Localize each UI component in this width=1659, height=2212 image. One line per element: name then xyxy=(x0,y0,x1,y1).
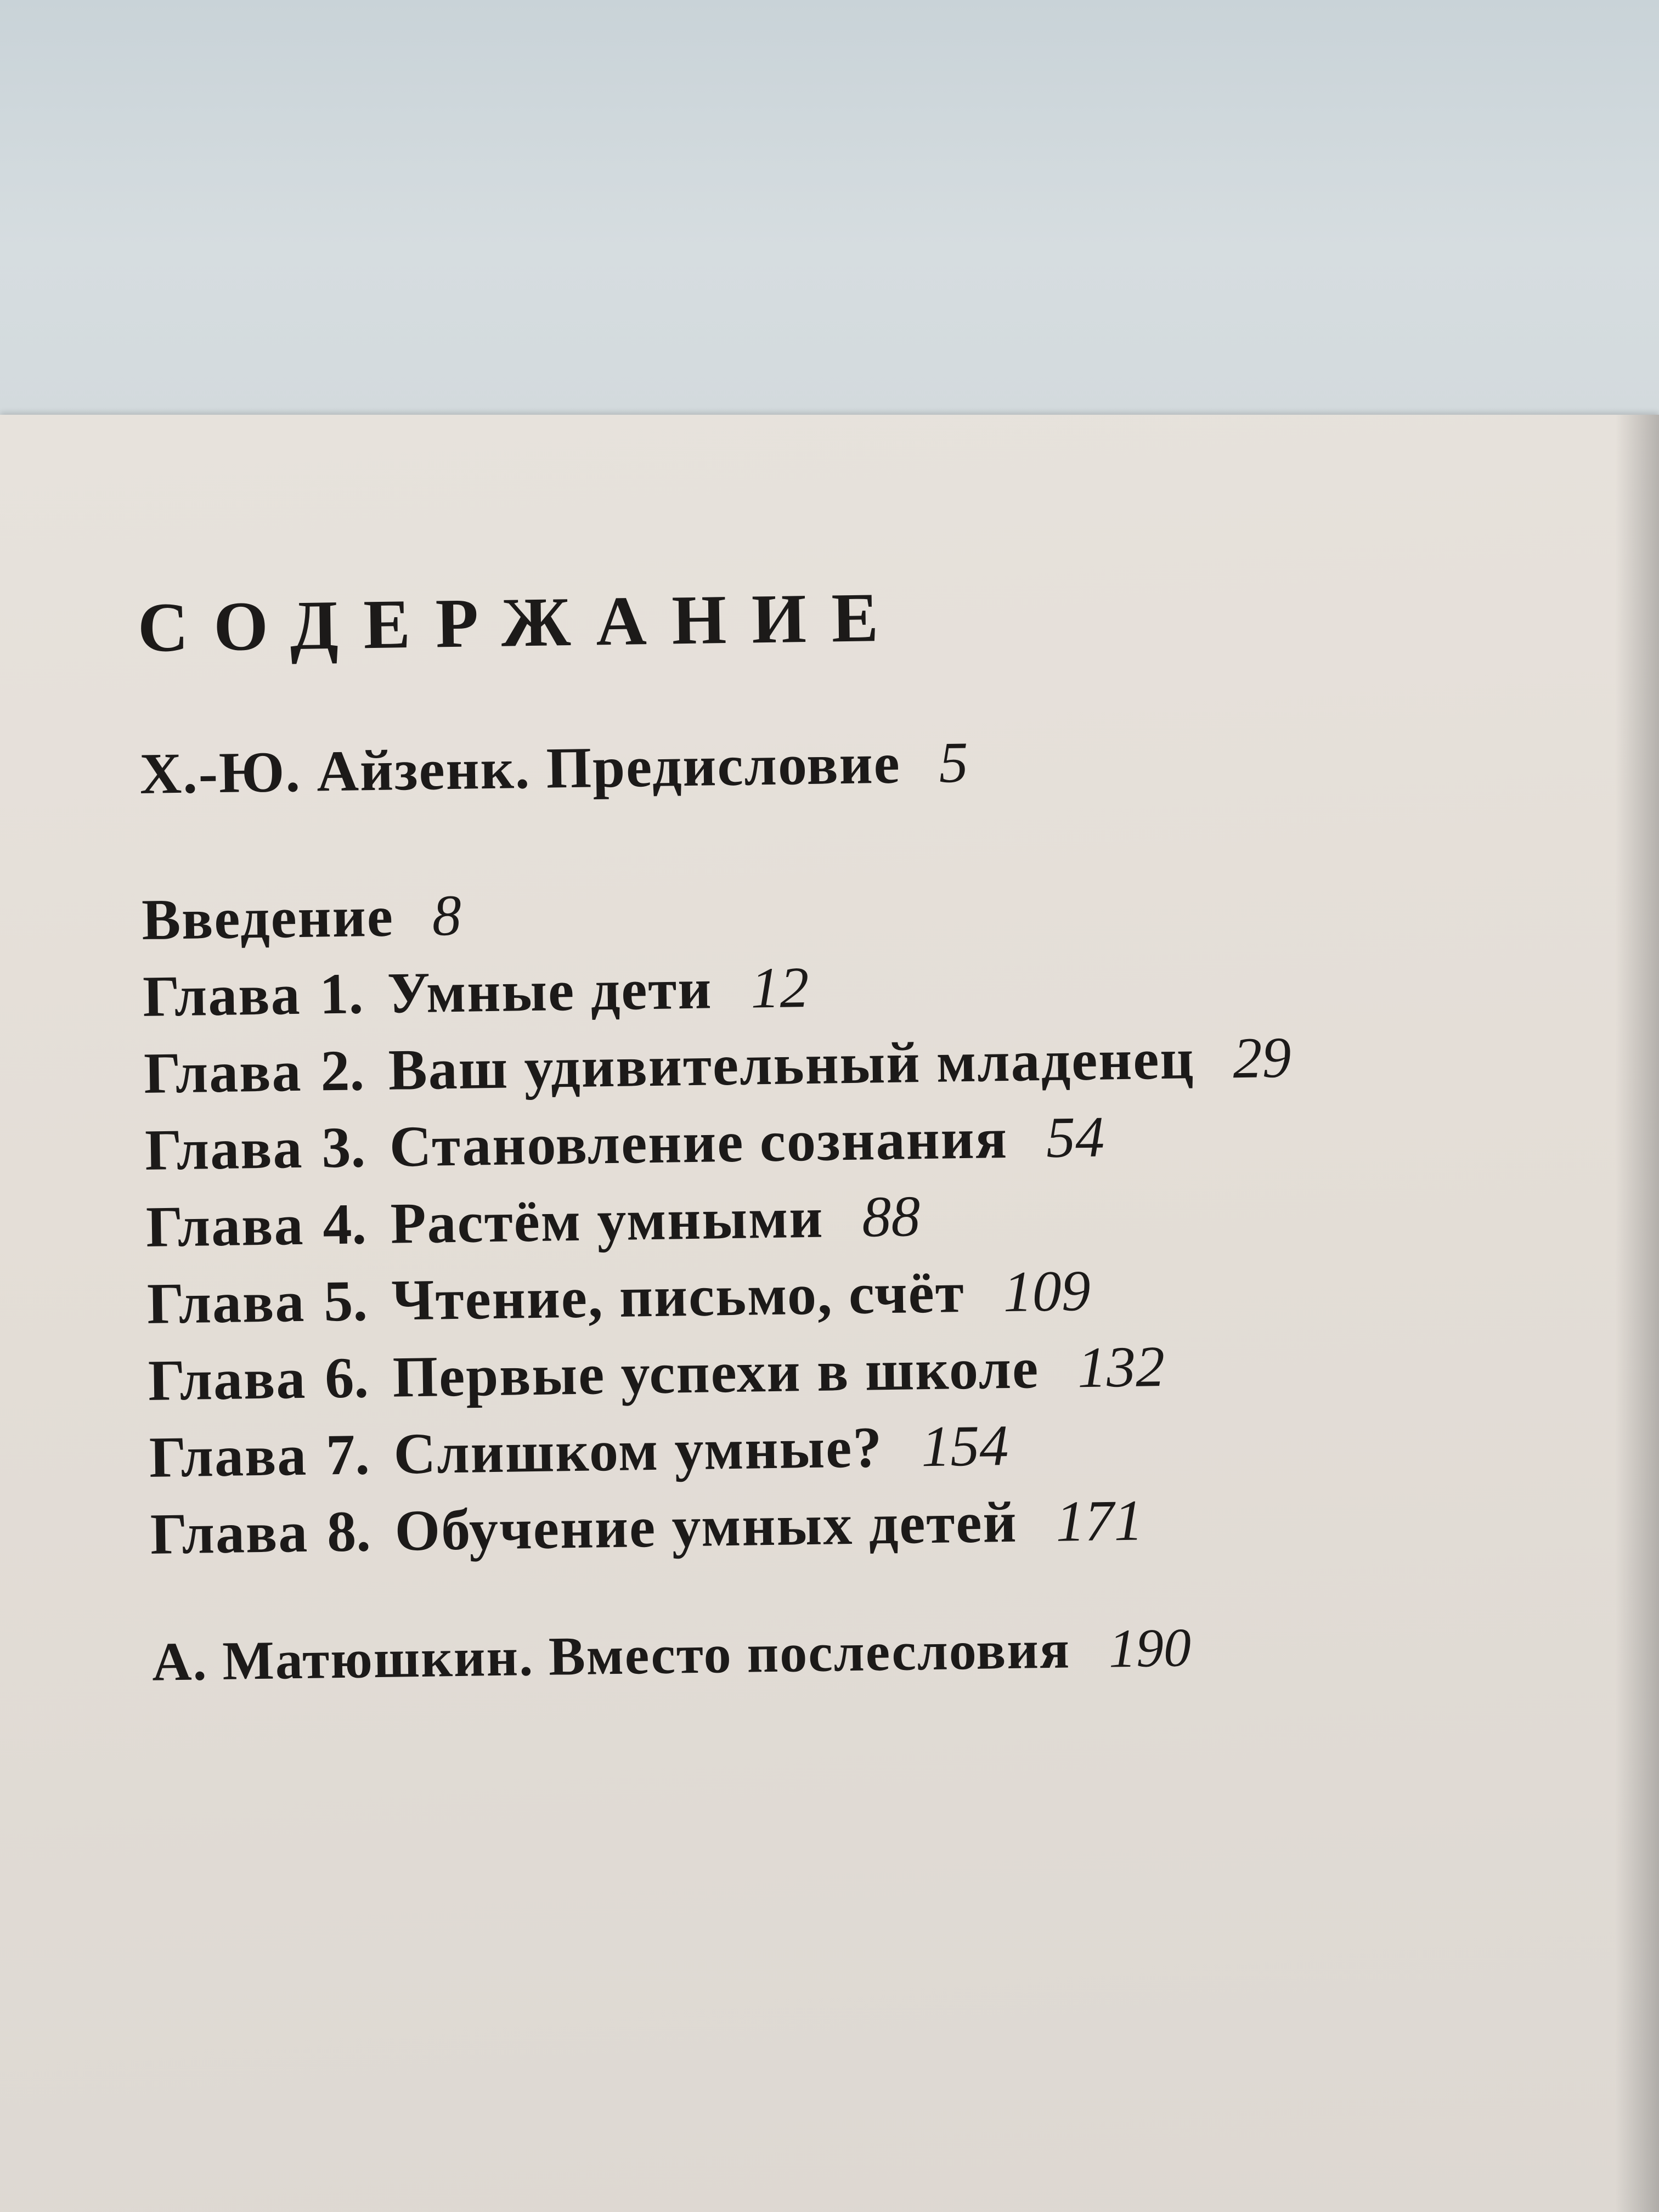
chapter-number: 1. xyxy=(319,961,364,1026)
entry-page-number: 190 xyxy=(1108,1617,1192,1679)
entry-title: Чтение, письмо, счёт xyxy=(391,1260,966,1333)
page-edge-shadow xyxy=(1615,415,1659,2212)
entry-page-number: 171 xyxy=(1055,1488,1144,1554)
toc-entry-chapter-8 xyxy=(150,1486,1522,1564)
entry-title: А. Матюшкин. Вместо послесловия xyxy=(151,1618,1071,1692)
toc-entry-chapter-5 xyxy=(146,1256,1519,1336)
toc-entry-chapter-4 xyxy=(145,1179,1517,1259)
entry-title: Умные дети xyxy=(387,956,713,1025)
entry-title: Слишком умные? xyxy=(393,1415,884,1486)
toc-entry-foreword xyxy=(139,726,1511,806)
entry-page-number: 88 xyxy=(861,1184,921,1249)
chapter-list xyxy=(142,872,1522,1564)
entry-page-number: 109 xyxy=(1002,1258,1091,1324)
chapter-number: 4. xyxy=(322,1192,367,1257)
entry-title: Обучение умных детей xyxy=(394,1489,1018,1563)
entry-title: Становление сознания xyxy=(389,1105,1008,1179)
entry-title: Растём умными xyxy=(390,1185,825,1256)
entry-page-number: 29 xyxy=(1232,1025,1292,1091)
chapter-number: 7. xyxy=(325,1422,370,1487)
chapter-number: 2. xyxy=(320,1038,365,1103)
entry-page-number: 5 xyxy=(938,730,969,795)
chapter-label: Глава xyxy=(143,1039,303,1105)
entry-page-number: 154 xyxy=(921,1413,1009,1479)
entry-page-number: 132 xyxy=(1077,1334,1165,1400)
chapter-label: Глава xyxy=(145,1192,305,1259)
toc-entry-chapter-2 xyxy=(144,1025,1516,1103)
toc-entry-chapter-3 xyxy=(144,1102,1516,1180)
chapter-label: Глава xyxy=(144,1115,304,1182)
chapter-label: Глава xyxy=(149,1423,308,1489)
chapter-number: 8. xyxy=(326,1499,371,1564)
entry-page-number: 8 xyxy=(431,883,462,948)
chapter-label: Глава xyxy=(146,1269,306,1336)
entry-page-number: 12 xyxy=(750,955,810,1020)
entry-title: Введение xyxy=(141,884,394,952)
chapter-number: 6. xyxy=(324,1345,369,1410)
chapter-number: 5. xyxy=(323,1268,368,1334)
chapter-number: 3. xyxy=(321,1115,366,1180)
background-surface xyxy=(0,0,1659,417)
toc-entry-chapter-6 xyxy=(148,1333,1520,1413)
entry-title: Первые успехи в школе xyxy=(392,1336,1040,1409)
chapter-label: Глава xyxy=(148,1346,307,1413)
table-of-contents xyxy=(137,573,1524,1690)
entry-title: Х.-Ю. Айзенк. Предисловие xyxy=(139,731,901,806)
chapter-label: Глава xyxy=(142,962,302,1029)
entry-title: Ваш удивительный младенец xyxy=(388,1026,1195,1102)
toc-entry-chapter-1 xyxy=(142,949,1515,1029)
chapter-label: Глава xyxy=(150,1499,309,1566)
entry-page-number: 54 xyxy=(1046,1104,1105,1170)
toc-entry-introduction xyxy=(141,872,1514,952)
toc-heading: СОДЕРЖАНИЕ xyxy=(137,578,904,667)
toc-entry-chapter-7 xyxy=(149,1409,1521,1487)
